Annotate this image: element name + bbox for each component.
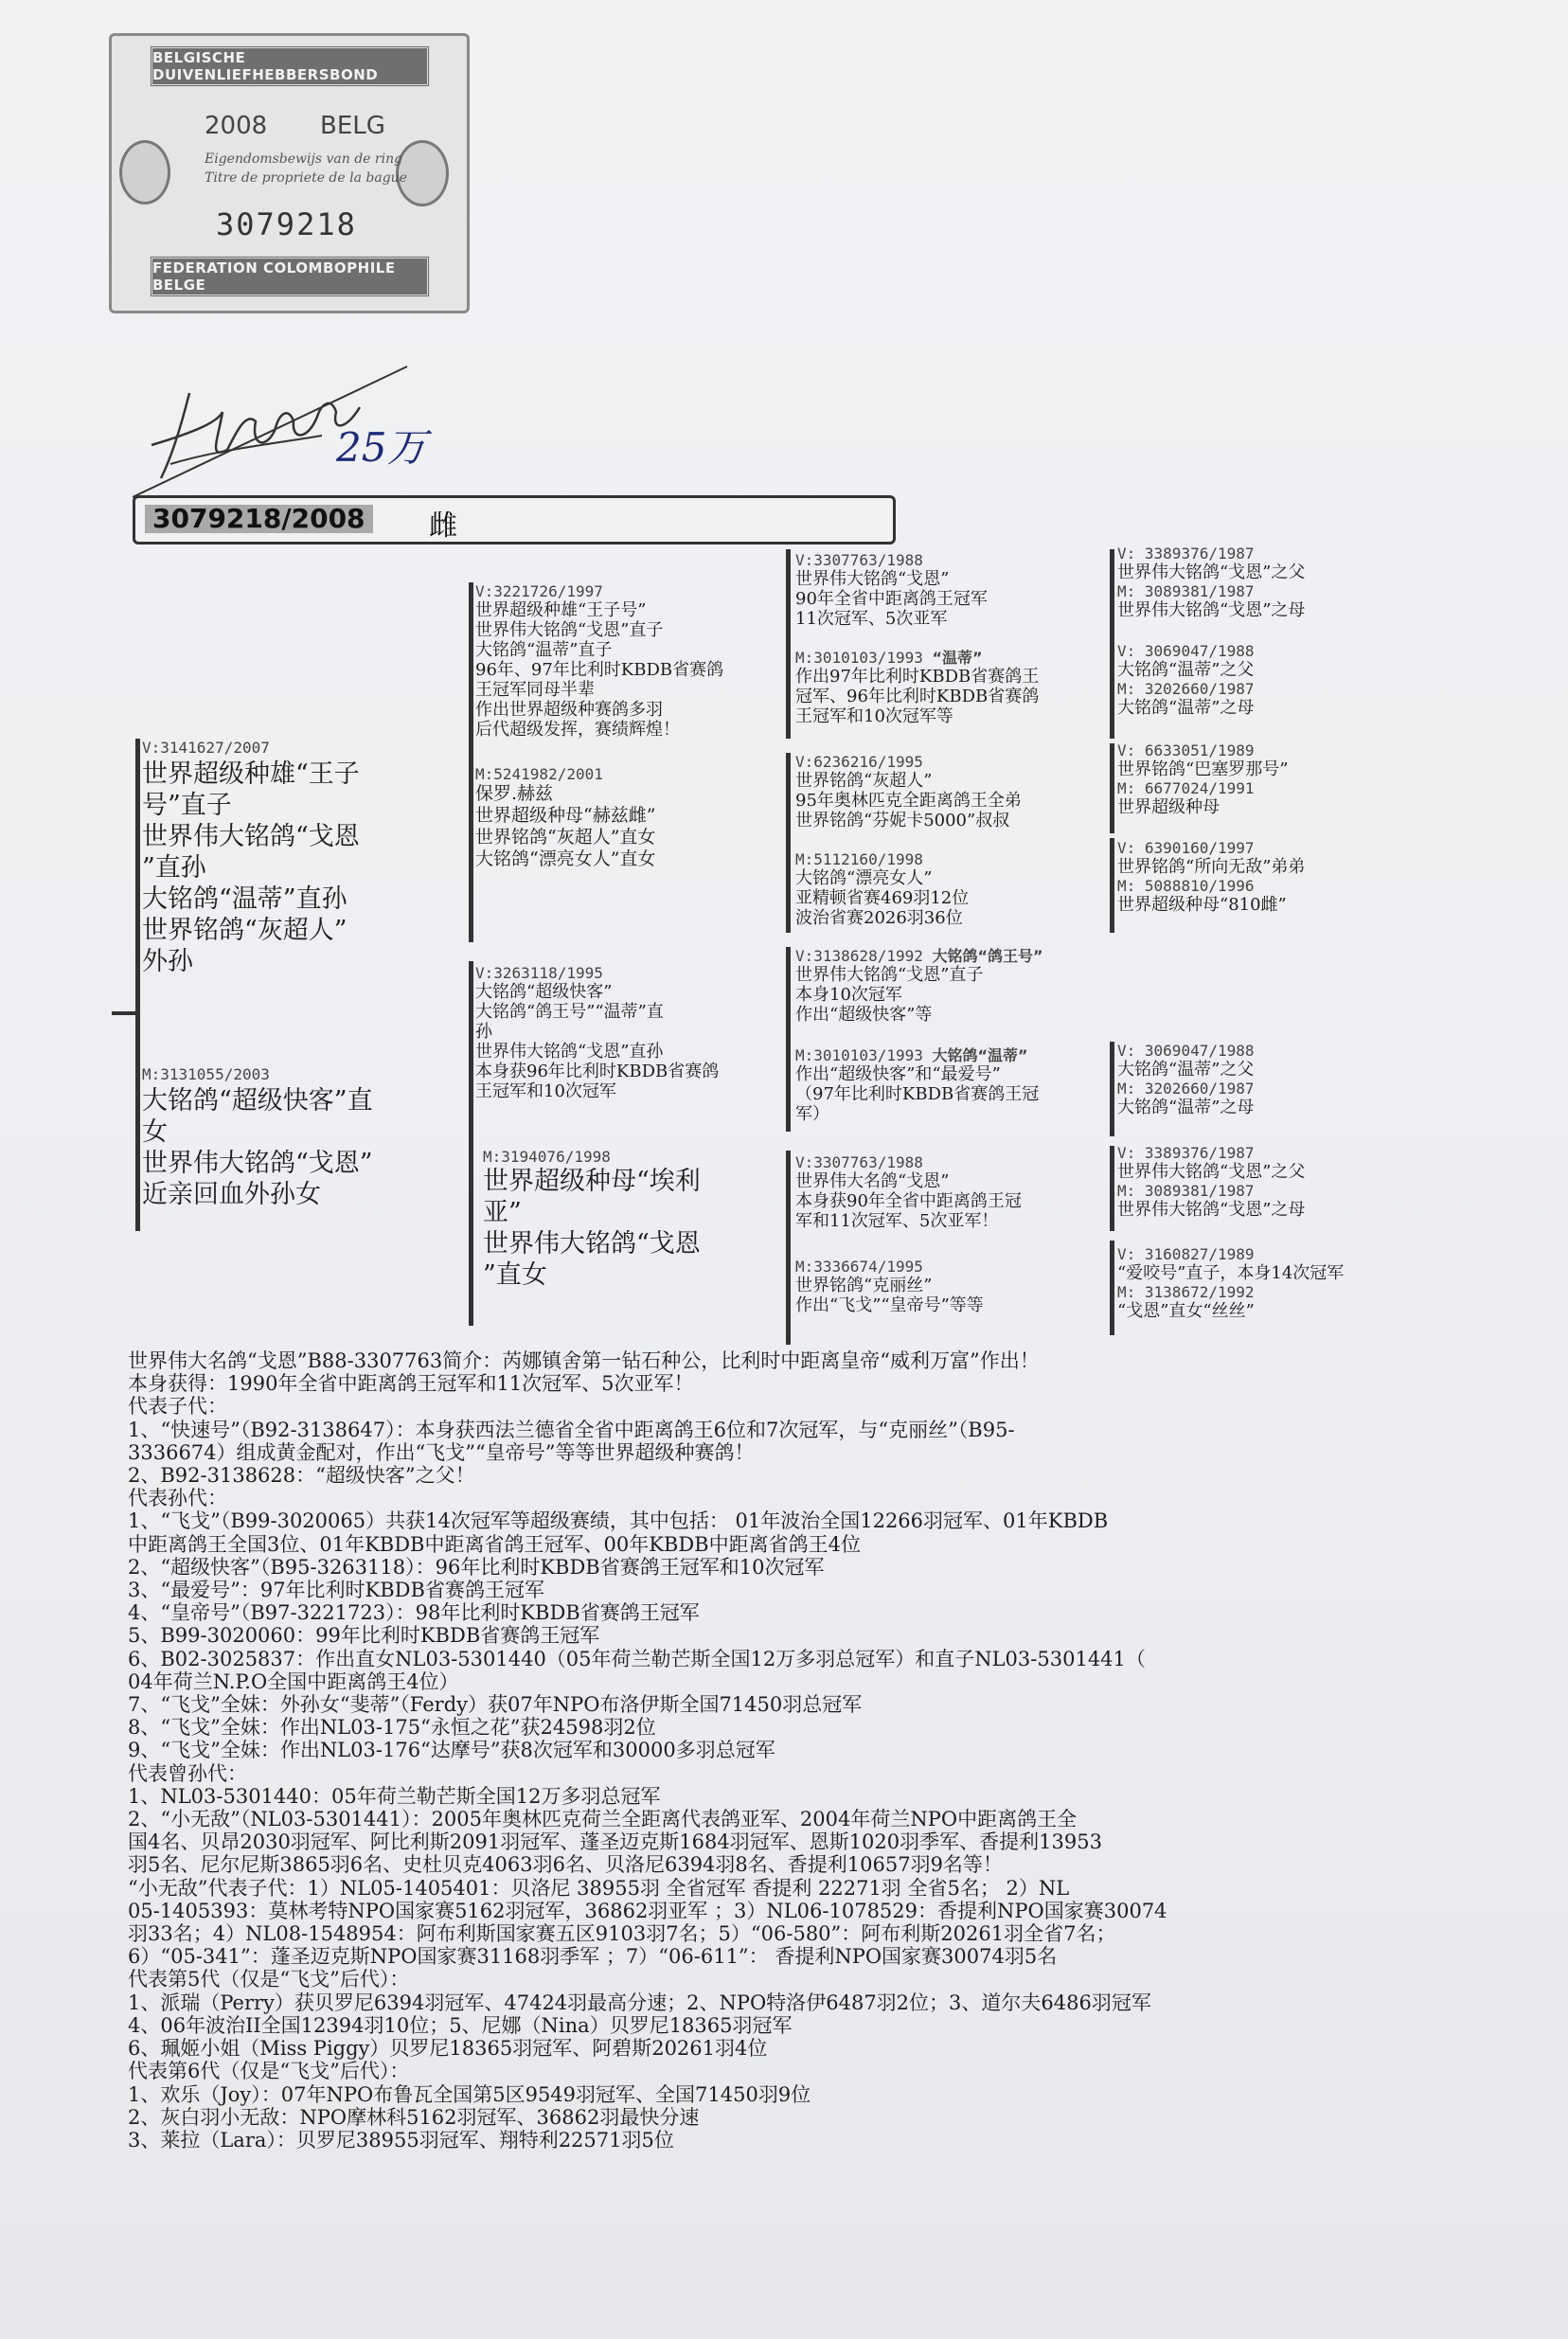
sire-line: 号”直子: [142, 791, 232, 820]
text-line: 2、灰白羽小无敌：NPO摩林科5162羽冠军、36862羽最快分速: [128, 2105, 700, 2129]
code: 3069047/1988: [1144, 642, 1255, 660]
certificate-top-banner: BELGISCHE DUIVENLIEFHEBBERSBOND: [150, 45, 430, 87]
text-line: 05-1405393：莫林考特NPO国家赛5162羽冠军，36862羽亚军 ；3）NL06-1078529：香提利NPO国家赛30074: [128, 1899, 1167, 1922]
text-line: 9、“飞戈”全妹：作出NL03-176“达摩号”获8次冠军和30000多羽总冠军: [128, 1739, 775, 1762]
line: 孙: [475, 1022, 492, 1042]
text-line: 2、B92-3138628：“超级快客”之父！: [128, 1464, 475, 1488]
text-line: 代表第5代（仅是“飞戈”后代）：: [128, 1968, 410, 1991]
line: 世界超级种母“810雌”: [1117, 895, 1287, 915]
line: 世界伟大铭鸽“戈恩”之父: [1117, 562, 1306, 582]
code: 6633051/1989: [1144, 741, 1255, 759]
code: 3160827/1989: [1144, 1245, 1255, 1263]
line: 作出“超级快客”和“最爱号”: [795, 1064, 1001, 1084]
line: 世界超级种母“埃利: [483, 1167, 701, 1196]
connector: [1110, 644, 1114, 739]
code: 3089381/1987: [1144, 582, 1255, 600]
line: “戈恩”直女“丝丝”: [1117, 1301, 1255, 1321]
line: 世界伟大名鸽“戈恩”: [795, 1171, 950, 1191]
text-line: 3336674）组成黄金配对，作出“飞戈”“皇帝号”等等世界超级种赛鸽！: [128, 1440, 755, 1464]
sire-line: 世界超级种雄“王子: [142, 759, 360, 789]
line: ”直女: [483, 1260, 547, 1290]
line: 90年全省中距离鸽王冠军: [795, 589, 988, 609]
gen4-pair: V: 3389376/1987 世界伟大铭鸽“戈恩”之父 M: 3089381/1987 世界伟大铭鸽“戈恩”之母: [1117, 545, 1306, 620]
gen4-pair: V: 6633051/1989 世界铭鸽“巴塞罗那号” M: 6677024/1991 世界超级种母: [1117, 741, 1289, 817]
line: 冠军、96年比利时KBDB省赛鸽: [795, 687, 1040, 706]
code: 3202660/1987: [1144, 1080, 1255, 1098]
line: 大铭鸽“温蒂”直子: [475, 640, 613, 660]
line: 世界伟大铭鸽“戈恩”之母: [1117, 1200, 1306, 1220]
handwritten-price: 25万: [336, 424, 427, 471]
text-line: 1、“飞戈”（B99-3020065）共获14次冠军等超级赛绩，其中包括： 01年波治全国12266羽冠军、01年KBDB: [128, 1509, 1109, 1533]
connector: [135, 739, 140, 1231]
line: 作出“超级快客”等: [795, 1005, 933, 1025]
line: 世界伟大铭鸽“戈恩”直子: [795, 965, 984, 985]
line: 世界伟大铭鸽“戈恩: [483, 1229, 701, 1259]
line: 作出97年比利时KBDB省赛鸽王: [795, 667, 1040, 687]
line: 大铭鸽“超级快客”: [475, 982, 613, 1002]
code: 6677024/1991: [1144, 779, 1255, 797]
connector: [469, 582, 473, 942]
ring-certificate: [109, 33, 470, 313]
line: 亚精顿省赛469羽12位: [795, 888, 970, 908]
ggp-node: M:3010103/1993 “温蒂” 作出97年比利时KBDB省赛鸽王 冠军、96年比利时KBDB省赛鸽 王冠军和10次冠军等: [795, 649, 1040, 726]
seal-icon: [119, 140, 170, 205]
line: 世界伟大铭鸽“戈恩”之母: [1117, 600, 1306, 620]
line: 世界铭鸽“灰超人”: [795, 771, 933, 791]
text-line: 8、“飞戈”全妹：作出NL03-175“永恒之花”获24598羽2位: [128, 1716, 656, 1740]
line: 世界铭鸽“巴塞罗那号”: [1117, 759, 1289, 779]
line: 大铭鸽“漂亮女人”: [795, 868, 933, 888]
code: 3263118/1995: [493, 964, 603, 982]
connector: [1110, 1042, 1114, 1136]
code: 3336674/1995: [813, 1258, 923, 1276]
connector: [786, 549, 791, 739]
text-line: “小无敌”代表子代：1）NL05-1405401：贝洛尼 38955羽 全省冠军 香提利 22271羽 全省5名； 2）NL: [128, 1876, 1070, 1900]
line: 世界伟大铭鸽“戈恩”直孙: [475, 1042, 664, 1062]
code: 3089381/1987: [1144, 1182, 1255, 1200]
connector: [786, 947, 791, 1132]
line: 世界伟大铭鸽“戈恩”直子: [475, 620, 664, 640]
line: 世界超级种雄“王子号”: [475, 600, 647, 620]
sire-line: 世界铭鸽“灰超人”: [142, 916, 347, 945]
sire-sire-node: V:3221726/1997 世界超级种雄“王子号” 世界伟大铭鸽“戈恩”直子 大铭鸽“温蒂”直子 96年、97年比利时KBDB省赛鸽 王冠军同母半辈 作出世界超级种赛鸽多羽 后代超级发挥，赛绩辉煌！: [475, 582, 724, 740]
certificate-ring-number: 3079218: [216, 206, 357, 242]
dam-code: 3131055/2003: [160, 1065, 270, 1083]
line: 波治省赛2026羽36位: [795, 908, 963, 928]
text-line: 4、06年波治II全国12394羽10位；5、尼娜（Nina）贝罗尼18365羽冠军: [128, 2013, 793, 2037]
line: 本身获90年全省中距离鸽王冠: [795, 1191, 1022, 1211]
gen4-pair: V: 3389376/1987 世界伟大铭鸽“戈恩”之父 M: 3089381/1987 世界伟大铭鸽“戈恩”之母: [1117, 1144, 1306, 1220]
line: 王冠军同母半辈: [475, 680, 595, 700]
text-line: 中距离鸽王全国3位、01年KBDB中距离省鸽王冠军、00年KBDB中距离省鸽王4位: [128, 1532, 861, 1556]
code: 3307763/1988: [813, 551, 923, 569]
text-line: 本身获得：1990年全省中距离鸽王冠军和11次冠军、5次亚军！: [128, 1372, 694, 1396]
line: 世界铭鸽“芬妮卡5000”叔叔: [795, 811, 1010, 830]
line: 本身10次冠军: [795, 985, 902, 1005]
line: 王冠军和10次冠军: [475, 1081, 616, 1101]
ggp-node: V:6236216/1995 世界铭鸽“灰超人” 95年奥林匹克全距离鸽王全弟 世界铭鸽“芬妮卡5000”叔叔: [795, 753, 1022, 830]
text-line: 代表第6代（仅是“飞戈”后代）：: [128, 2060, 410, 2083]
code: 5241982/2001: [493, 765, 603, 783]
text-line: 代表孙代：: [128, 1487, 227, 1510]
dam-line: 大铭鸽“超级快客”直: [142, 1086, 373, 1116]
sex-label: 雌: [429, 509, 457, 543]
line: 亚”: [483, 1198, 522, 1227]
line: 大铭鸽“温蒂”之父: [1117, 660, 1255, 680]
line: 军和11次冠军、5次亚军！: [795, 1211, 999, 1231]
connector: [1110, 1241, 1114, 1335]
ggp-node: M:3336674/1995 世界铭鸽“克丽丝” 作出“飞戈”“皇帝号”等等: [795, 1258, 984, 1315]
text-line: 7、“飞戈”全妹：外孙女“斐蒂”（Ferdy）获07年NPO布洛伊斯全国71450羽总冠军: [128, 1693, 863, 1717]
code: 3389376/1987: [1144, 545, 1255, 562]
connector: [1110, 549, 1114, 644]
line: 大铭鸽“温蒂”之母: [1117, 698, 1255, 718]
line: （97年比利时KBDB省赛鸽王冠: [795, 1084, 1040, 1104]
line: 本身获96年比利时KBDB省赛鸽: [475, 1062, 720, 1081]
text-line: 1、“快速号”（B92-3138647）：本身获西法兰德省全省中距离鸽王6位和7次冠军，与“克丽丝”（B95-: [128, 1418, 1015, 1441]
gen4-pair: V: 3160827/1989 “爱咬号”直子，本身14次冠军 M: 3138672/1992 “戈恩”直女“丝丝”: [1117, 1245, 1345, 1321]
code: 3307763/1988: [813, 1153, 923, 1171]
line: 作出“飞戈”“皇帝号”等等: [795, 1295, 984, 1315]
line: 96年、97年比利时KBDB省赛鸽: [475, 660, 724, 680]
code: 3202660/1987: [1144, 680, 1255, 698]
pigeon-title-box: [133, 495, 896, 545]
line: 世界伟大铭鸽“戈恩”之父: [1117, 1162, 1306, 1182]
certificate-country: BELG: [320, 112, 385, 140]
connector: [469, 961, 473, 1326]
sire-line: ”直孙: [142, 853, 206, 883]
line: 世界超级种母“赫兹雌”: [475, 805, 656, 826]
text-line: 羽5名、尼尔尼斯3865羽6名、史杜贝克4063羽6名、贝洛尼6394羽8名、香提利10657羽9名等！: [128, 1853, 1003, 1877]
certificate-bottom-banner: FEDERATION COLOMBOPHILE BELGE: [150, 256, 430, 297]
line: 大铭鸽“温蒂”之母: [1117, 1098, 1255, 1117]
code: 3138628/1992: [813, 947, 923, 965]
code: 3194076/1998: [501, 1148, 611, 1166]
dam-line: 世界伟大铭鸽“戈恩”: [142, 1149, 373, 1178]
line: 世界超级种母: [1117, 797, 1220, 817]
text-line: 1、欢乐（Joy）：07年NPO布鲁瓦全国第5区9549羽冠军、全国71450羽9位: [128, 2082, 811, 2106]
text-line: 代表曾孙代：: [128, 1761, 247, 1785]
code: 6236216/1995: [813, 753, 923, 771]
text-line: 4、“皇帝号”（B97-3221723）：98年比利时KBDB省赛鸽王冠军: [128, 1601, 700, 1625]
line: 世界伟大铭鸽“戈恩”: [795, 569, 950, 589]
text-line: 羽33名；4）NL08-1548954：阿布利斯国家赛五区9103羽7名；5）“06-580”：阿布利斯20261羽全省7名；: [128, 1922, 1116, 1946]
description-text: [128, 1349, 1463, 2152]
connector: [1110, 1146, 1114, 1231]
ggp-node: V:3138628/1992 大铭鸽“鸽王号” 世界伟大铭鸽“戈恩”直子 本身10次冠军 作出“超级快客”等: [795, 947, 1043, 1025]
text-line: 3、莱拉（Lara）：贝罗尼38955羽冠军、翔特利22571羽5位: [128, 2128, 674, 2152]
connector: [1110, 838, 1114, 933]
text-line: 2、“超级快客”（B95-3263118）：96年比利时KBDB省赛鸽王冠军和10次冠军: [128, 1555, 825, 1579]
certificate-year: 2008: [205, 112, 268, 140]
ring-number-title: 3079218/2008: [145, 505, 373, 533]
dam-node: M:3131055/2003 大铭鸽“超级快客”直 女 世界伟大铭鸽“戈恩” 近亲回血外孙女: [142, 1065, 373, 1209]
line: 95年奥林匹克全距离鸽王全弟: [795, 791, 1022, 811]
sire-dam-node: M:5241982/2001 保罗.赫兹 世界超级种母“赫兹雌” 世界铭鸽“灰超人”直女 大铭鸽“漂亮女人”直女: [475, 765, 656, 869]
ggp-node: V:3307763/1988 世界伟大名鸽“戈恩” 本身获90年全省中距离鸽王冠 军和11次冠军、5次亚军！: [795, 1153, 1022, 1231]
text-line: 国4名、贝昂2030羽冠军、阿比利斯2091羽冠军、蓬圣迈克斯1684羽冠军、恩斯1020羽季军、香提利13953: [128, 1830, 1102, 1854]
text-line: 2、“小无敌”（NL03-5301441）：2005年奥林匹克荷兰全距离代表鸽亚军、2004年荷兰NPO中距离鸽王全: [128, 1808, 1078, 1831]
dam-sire-node: V:3263118/1995 大铭鸽“超级快客” 大铭鸽“鸽王号”“温蒂”直 孙 世界伟大铭鸽“戈恩”直孙 本身获96年比利时KBDB省赛鸽 王冠军和10次冠军: [475, 964, 720, 1101]
line: 世界铭鸽“克丽丝”: [795, 1276, 933, 1295]
text-line: 6、B02-3025837：作出直女NL03-5301440（05年荷兰勒芒斯全国12万多羽总冠军）和直子NL03-5301441（: [128, 1647, 1146, 1670]
gen4-pair: V: 3069047/1988 大铭鸽“温蒂”之父 M: 3202660/1987 大铭鸽“温蒂”之母: [1117, 642, 1255, 718]
text-line: 世界伟大名鸽“戈恩”B88-3307763简介：芮娜镇舍第一钻石种公，比利时中距离皇帝“威利万富”作出！: [128, 1349, 1040, 1372]
dam-dam-node: M:3194076/1998 世界超级种母“埃利 亚” 世界伟大铭鸽“戈恩 ”直女: [483, 1148, 701, 1290]
code: 5112160/1998: [813, 850, 923, 868]
text-line: 3、“最爱号”：97年比利时KBDB省赛鸽王冠军: [128, 1579, 544, 1602]
name: 大铭鸽“鸽王号”: [932, 947, 1043, 965]
ggp-node: M:3010103/1993 大铭鸽“温蒂” 作出“超级快客”和“最爱号” （97年比利时KBDB省赛鸽王冠 军）: [795, 1046, 1040, 1124]
sire-line: 大铭鸽“温蒂”直孙: [142, 884, 347, 914]
text-line: 6、珮姬小姐（Miss Piggy）贝罗尼18365羽冠军、阿碧斯20261羽4位: [128, 2037, 768, 2061]
line: 11次冠军、5次亚军: [795, 609, 948, 629]
line: 大铭鸽“漂亮女人”直女: [475, 848, 656, 869]
line: 大铭鸽“温蒂”之父: [1117, 1060, 1255, 1080]
dam-line: 近亲回血外孙女: [142, 1180, 321, 1209]
name: “温蒂”: [932, 649, 983, 667]
code: 3069047/1988: [1144, 1042, 1255, 1060]
gen4-pair: V: 3069047/1988 大铭鸽“温蒂”之父 M: 3202660/1987 大铭鸽“温蒂”之母: [1117, 1042, 1255, 1117]
connector: [786, 1151, 791, 1345]
sire-line: 世界伟大铭鸽“戈恩: [142, 822, 360, 851]
dam-line: 女: [142, 1117, 168, 1147]
code: 3221726/1997: [493, 582, 603, 600]
name: 大铭鸽“温蒂”: [932, 1046, 1028, 1064]
line: 世界铭鸽“灰超人”直女: [475, 827, 656, 848]
text-line: 04年荷兰N.P.O全国中距离鸽王4位）: [128, 1669, 459, 1693]
line: 世界铭鸽“所向无敌”弟弟: [1117, 857, 1306, 877]
text-line: 1、NL03-5301440：05年荷兰勒芒斯全国12万多羽总冠军: [128, 1784, 661, 1808]
code: 6390160/1997: [1144, 839, 1255, 857]
line: 保罗.赫兹: [475, 783, 554, 804]
line: 大铭鸽“鸽王号”“温蒂”直: [475, 1002, 664, 1022]
code: 3010103/1993: [813, 1046, 923, 1064]
sire-code: 3141627/2007: [160, 739, 270, 757]
line: “爱咬号”直子，本身14次冠军: [1117, 1263, 1345, 1283]
line: 作出世界超级种赛鸽多羽: [475, 700, 663, 720]
connector: [1110, 743, 1114, 833]
ggp-node: V:3307763/1988 世界伟大铭鸽“戈恩” 90年全省中距离鸽王冠军 11次冠军、5次亚军: [795, 551, 988, 629]
text-line: 1、派瑞（Perry）获贝罗尼6394羽冠军、47424羽最高分速；2、NPO特洛伊6487羽2位；3、道尔夫6486羽冠军: [128, 1991, 1151, 2014]
code: 3138672/1992: [1144, 1283, 1255, 1301]
ggp-node: M:5112160/1998 大铭鸽“漂亮女人” 亚精顿省赛469羽12位 波治省赛2026羽36位: [795, 850, 970, 928]
line: 后代超级发挥，赛绩辉煌！: [475, 720, 680, 740]
gen4-pair: V: 6390160/1997 世界铭鸽“所向无敌”弟弟 M: 5088810/1996 世界超级种母“810雌”: [1117, 839, 1306, 915]
text-line: 5、B99-3020060：99年比利时KBDB省赛鸽王冠军: [128, 1624, 600, 1648]
certificate-line-1: Eigendomsbewijs van de ring: [205, 152, 403, 167]
certificate-line-2: Titre de propriete de la bague: [205, 170, 407, 186]
sire-line: 外孙: [142, 947, 193, 976]
line: 军）: [795, 1104, 829, 1124]
code: 5088810/1996: [1144, 877, 1255, 895]
connector: [786, 753, 791, 933]
text-line: 6）“05-341”：蓬圣迈克斯NPO国家赛31168羽季军 ；7）“06-611”： 香提利NPO国家赛30074羽5名: [128, 1945, 1058, 1969]
code: 3010103/1993: [813, 649, 923, 667]
line: 王冠军和10次冠军等: [795, 706, 953, 726]
text-line: 代表子代：: [128, 1395, 227, 1419]
sire-node: V:3141627/2007 世界超级种雄“王子 号”直子 世界伟大铭鸽“戈恩 ”直孙 大铭鸽“温蒂”直孙 世界铭鸽“灰超人” 外孙: [142, 739, 360, 976]
code: 3389376/1987: [1144, 1144, 1255, 1162]
